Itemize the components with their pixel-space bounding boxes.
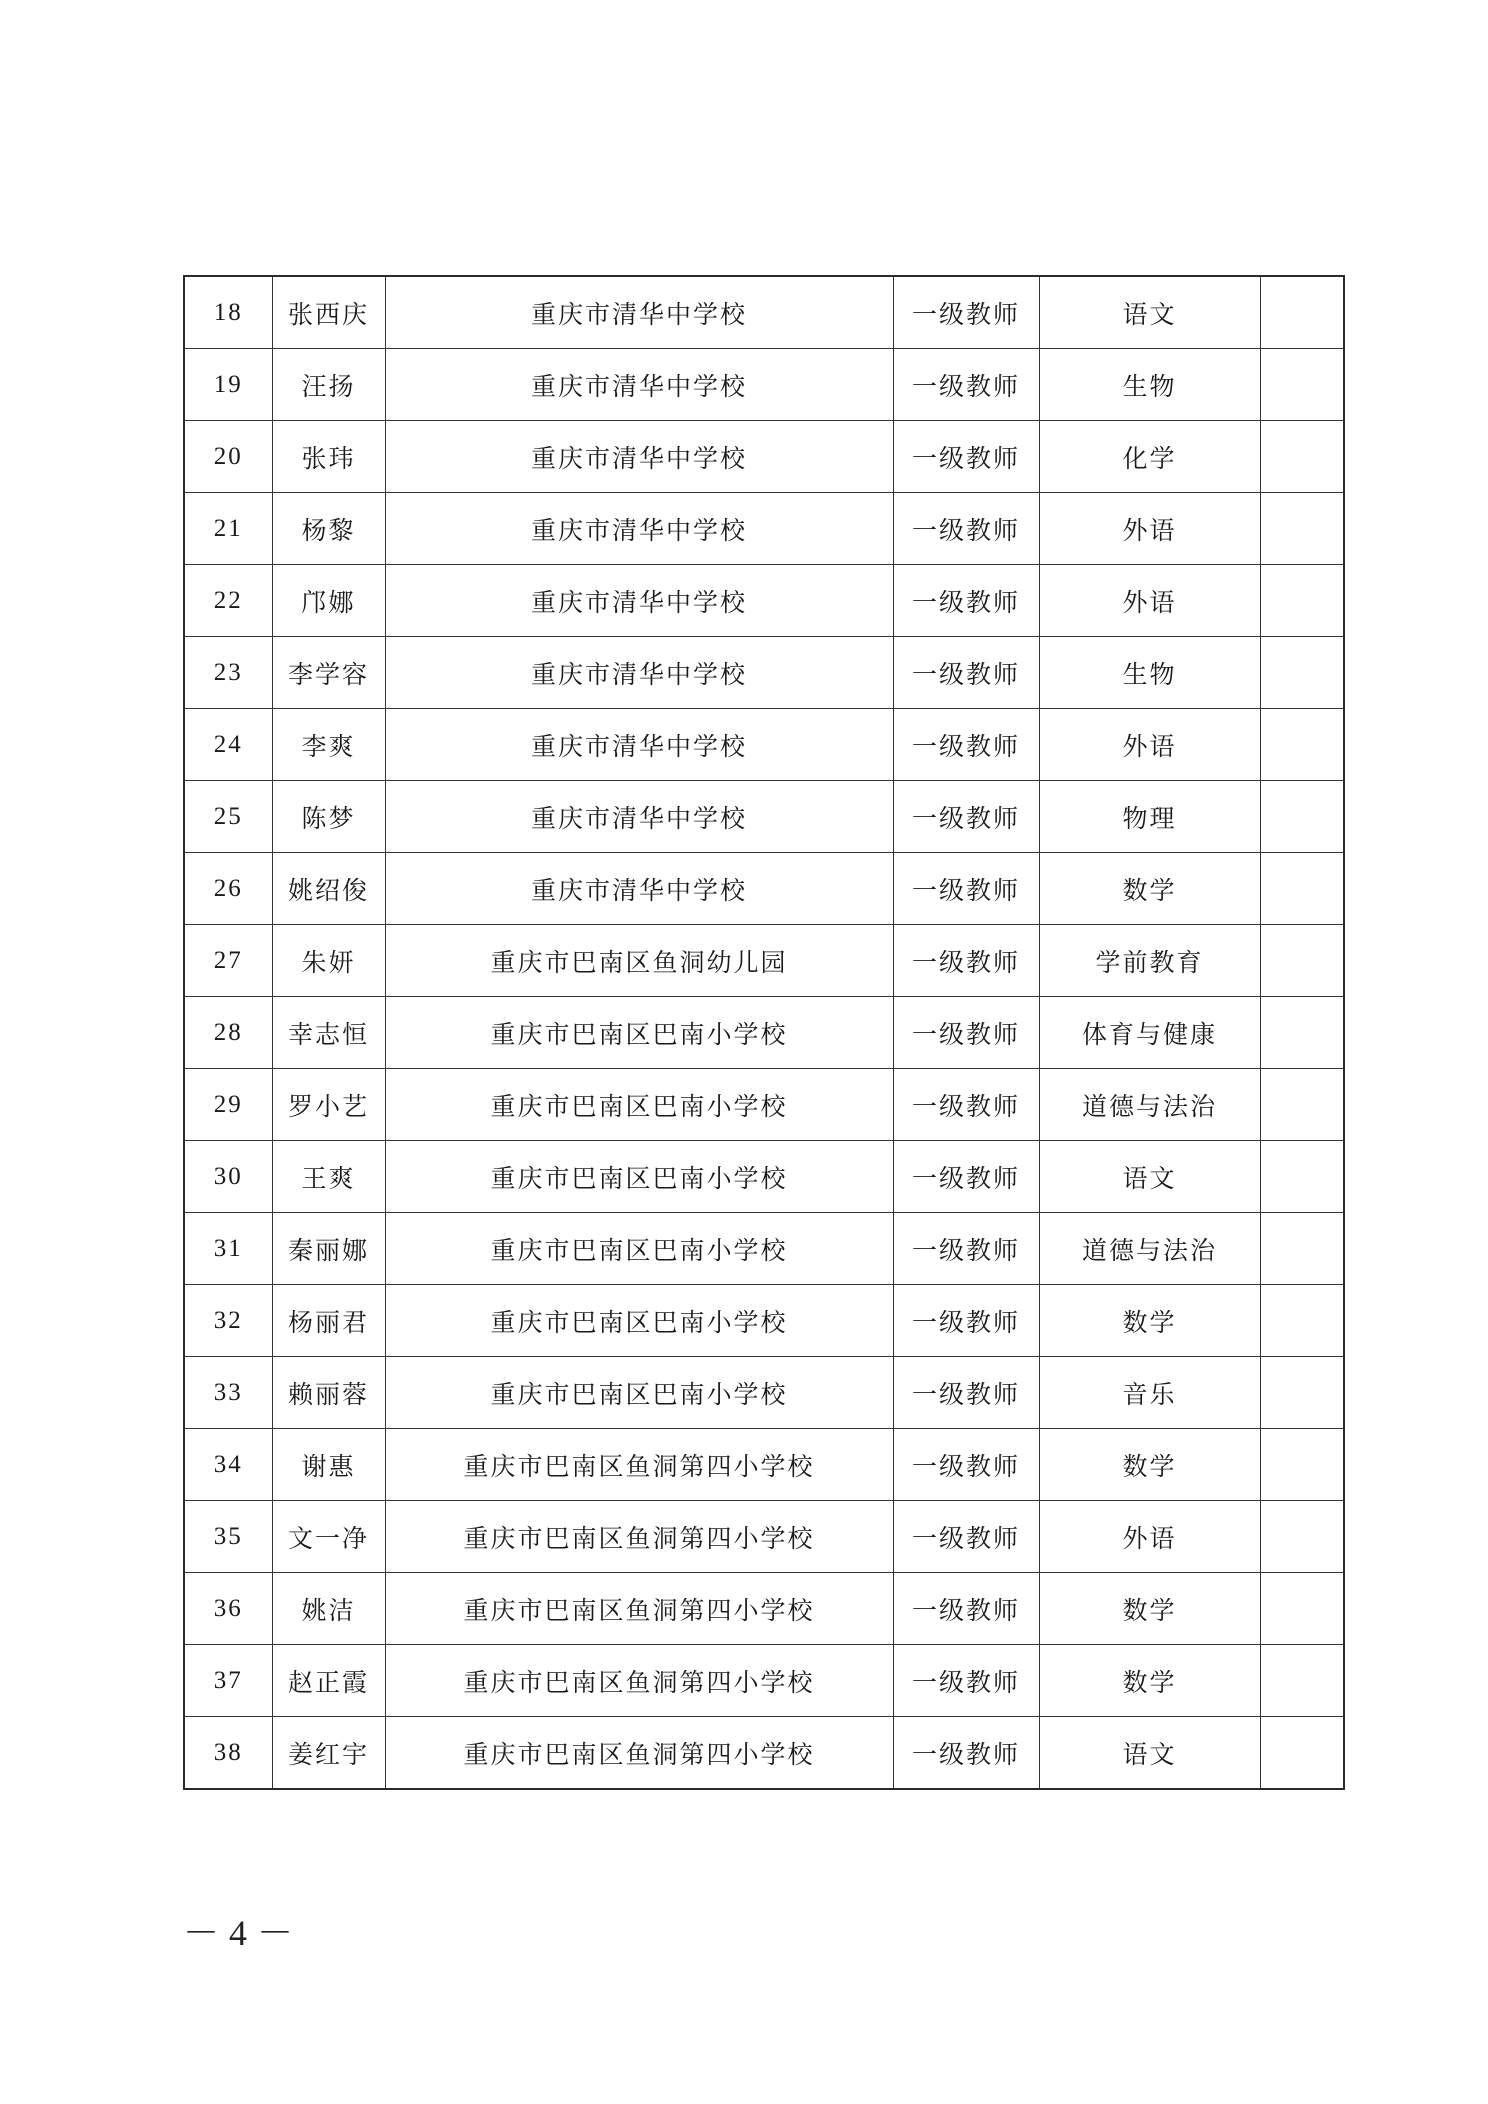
professional-title-cell: 一级教师 bbox=[893, 1141, 1039, 1213]
table-row bbox=[184, 1429, 1344, 1501]
school-cell: 重庆市巴南区鱼洞第四小学校 bbox=[385, 1429, 893, 1501]
professional-title-cell: 一级教师 bbox=[893, 349, 1039, 421]
subject-cell: 道德与法治 bbox=[1039, 1213, 1260, 1285]
row-number-cell: 18 bbox=[184, 276, 272, 349]
subject-cell: 物理 bbox=[1039, 781, 1260, 853]
note-cell bbox=[1260, 1573, 1344, 1645]
teacher-name-cell: 李爽 bbox=[272, 709, 385, 781]
note-cell bbox=[1260, 349, 1344, 421]
note-cell bbox=[1260, 1717, 1344, 1790]
table-row bbox=[184, 637, 1344, 709]
professional-title-cell: 一级教师 bbox=[893, 1213, 1039, 1285]
teacher-name-cell: 赵正霞 bbox=[272, 1645, 385, 1717]
school-cell: 重庆市巴南区鱼洞第四小学校 bbox=[385, 1717, 893, 1790]
subject-cell: 数学 bbox=[1039, 1573, 1260, 1645]
school-cell: 重庆市巴南区巴南小学校 bbox=[385, 1285, 893, 1357]
note-cell bbox=[1260, 709, 1344, 781]
table-body bbox=[184, 276, 1344, 1789]
school-cell: 重庆市巴南区鱼洞第四小学校 bbox=[385, 1501, 893, 1573]
teacher-name-cell: 姚洁 bbox=[272, 1573, 385, 1645]
teacher-name-cell: 李学容 bbox=[272, 637, 385, 709]
subject-cell: 外语 bbox=[1039, 1501, 1260, 1573]
note-cell bbox=[1260, 1357, 1344, 1429]
teacher-name-cell: 赖丽蓉 bbox=[272, 1357, 385, 1429]
subject-cell: 生物 bbox=[1039, 349, 1260, 421]
table-row bbox=[184, 1141, 1344, 1213]
teacher-name-cell: 朱妍 bbox=[272, 925, 385, 997]
teacher-name-cell: 邝娜 bbox=[272, 565, 385, 637]
page-number: －4－ bbox=[183, 1913, 304, 1953]
row-number-cell: 31 bbox=[184, 1213, 272, 1285]
professional-title-cell: 一级教师 bbox=[893, 493, 1039, 565]
school-cell: 重庆市清华中学校 bbox=[385, 276, 893, 349]
teacher-name-cell: 秦丽娜 bbox=[272, 1213, 385, 1285]
table-row bbox=[184, 1069, 1344, 1141]
table-row bbox=[184, 1645, 1344, 1717]
teacher-name-cell: 汪扬 bbox=[272, 349, 385, 421]
school-cell: 重庆市清华中学校 bbox=[385, 781, 893, 853]
note-cell bbox=[1260, 276, 1344, 349]
school-cell: 重庆市清华中学校 bbox=[385, 349, 893, 421]
row-number-cell: 35 bbox=[184, 1501, 272, 1573]
note-cell bbox=[1260, 1645, 1344, 1717]
note-cell bbox=[1260, 421, 1344, 493]
school-cell: 重庆市清华中学校 bbox=[385, 853, 893, 925]
note-cell bbox=[1260, 1501, 1344, 1573]
professional-title-cell: 一级教师 bbox=[893, 997, 1039, 1069]
school-cell: 重庆市清华中学校 bbox=[385, 709, 893, 781]
subject-cell: 学前教育 bbox=[1039, 925, 1260, 997]
professional-title-cell: 一级教师 bbox=[893, 276, 1039, 349]
professional-title-cell: 一级教师 bbox=[893, 1573, 1039, 1645]
table-row bbox=[184, 1573, 1344, 1645]
table-row bbox=[184, 1717, 1344, 1790]
teacher-name-cell: 姚绍俊 bbox=[272, 853, 385, 925]
school-cell: 重庆市巴南区巴南小学校 bbox=[385, 1357, 893, 1429]
table-row bbox=[184, 1501, 1344, 1573]
row-number-cell: 36 bbox=[184, 1573, 272, 1645]
subject-cell: 音乐 bbox=[1039, 1357, 1260, 1429]
school-cell: 重庆市巴南区巴南小学校 bbox=[385, 997, 893, 1069]
school-cell: 重庆市清华中学校 bbox=[385, 493, 893, 565]
school-cell: 重庆市巴南区鱼洞第四小学校 bbox=[385, 1645, 893, 1717]
row-number-cell: 24 bbox=[184, 709, 272, 781]
subject-cell: 数学 bbox=[1039, 1285, 1260, 1357]
row-number-cell: 33 bbox=[184, 1357, 272, 1429]
subject-cell: 生物 bbox=[1039, 637, 1260, 709]
note-cell bbox=[1260, 1069, 1344, 1141]
school-cell: 重庆市清华中学校 bbox=[385, 637, 893, 709]
school-cell: 重庆市清华中学校 bbox=[385, 421, 893, 493]
teacher-name-cell: 张玮 bbox=[272, 421, 385, 493]
table-row bbox=[184, 349, 1344, 421]
table-row bbox=[184, 709, 1344, 781]
row-number-cell: 23 bbox=[184, 637, 272, 709]
subject-cell: 数学 bbox=[1039, 853, 1260, 925]
row-number-cell: 38 bbox=[184, 1717, 272, 1790]
professional-title-cell: 一级教师 bbox=[893, 1717, 1039, 1790]
row-number-cell: 30 bbox=[184, 1141, 272, 1213]
table-row bbox=[184, 565, 1344, 637]
subject-cell: 语文 bbox=[1039, 1141, 1260, 1213]
professional-title-cell: 一级教师 bbox=[893, 925, 1039, 997]
subject-cell: 体育与健康 bbox=[1039, 997, 1260, 1069]
teacher-name-cell: 谢惠 bbox=[272, 1429, 385, 1501]
subject-cell: 语文 bbox=[1039, 1717, 1260, 1790]
professional-title-cell: 一级教师 bbox=[893, 709, 1039, 781]
teacher-name-cell: 文一净 bbox=[272, 1501, 385, 1573]
row-number-cell: 19 bbox=[184, 349, 272, 421]
school-cell: 重庆市清华中学校 bbox=[385, 565, 893, 637]
row-number-cell: 20 bbox=[184, 421, 272, 493]
subject-cell: 数学 bbox=[1039, 1429, 1260, 1501]
table-row bbox=[184, 997, 1344, 1069]
subject-cell: 外语 bbox=[1039, 565, 1260, 637]
professional-title-cell: 一级教师 bbox=[893, 1645, 1039, 1717]
row-number-cell: 32 bbox=[184, 1285, 272, 1357]
row-number-cell: 25 bbox=[184, 781, 272, 853]
note-cell bbox=[1260, 565, 1344, 637]
teacher-name-cell: 杨黎 bbox=[272, 493, 385, 565]
row-number-cell: 29 bbox=[184, 1069, 272, 1141]
professional-title-cell: 一级教师 bbox=[893, 1069, 1039, 1141]
professional-title-cell: 一级教师 bbox=[893, 1357, 1039, 1429]
teacher-name-cell: 幸志恒 bbox=[272, 997, 385, 1069]
school-cell: 重庆市巴南区鱼洞第四小学校 bbox=[385, 1573, 893, 1645]
note-cell bbox=[1260, 781, 1344, 853]
table-row bbox=[184, 493, 1344, 565]
professional-title-cell: 一级教师 bbox=[893, 421, 1039, 493]
teacher-roster-table bbox=[183, 275, 1345, 1790]
teacher-name-cell: 陈梦 bbox=[272, 781, 385, 853]
row-number-cell: 28 bbox=[184, 997, 272, 1069]
teacher-name-cell: 王爽 bbox=[272, 1141, 385, 1213]
table-row bbox=[184, 1285, 1344, 1357]
subject-cell: 化学 bbox=[1039, 421, 1260, 493]
subject-cell: 道德与法治 bbox=[1039, 1069, 1260, 1141]
note-cell bbox=[1260, 997, 1344, 1069]
table-row bbox=[184, 1357, 1344, 1429]
note-cell bbox=[1260, 925, 1344, 997]
school-cell: 重庆市巴南区巴南小学校 bbox=[385, 1141, 893, 1213]
professional-title-cell: 一级教师 bbox=[893, 1501, 1039, 1573]
subject-cell: 数学 bbox=[1039, 1645, 1260, 1717]
school-cell: 重庆市巴南区巴南小学校 bbox=[385, 1213, 893, 1285]
table-row bbox=[184, 276, 1344, 349]
note-cell bbox=[1260, 1213, 1344, 1285]
subject-cell: 语文 bbox=[1039, 276, 1260, 349]
table-row bbox=[184, 925, 1344, 997]
note-cell bbox=[1260, 853, 1344, 925]
professional-title-cell: 一级教师 bbox=[893, 637, 1039, 709]
professional-title-cell: 一级教师 bbox=[893, 781, 1039, 853]
teacher-name-cell: 姜红宇 bbox=[272, 1717, 385, 1790]
note-cell bbox=[1260, 637, 1344, 709]
school-cell: 重庆市巴南区巴南小学校 bbox=[385, 1069, 893, 1141]
row-number-cell: 22 bbox=[184, 565, 272, 637]
row-number-cell: 21 bbox=[184, 493, 272, 565]
note-cell bbox=[1260, 1429, 1344, 1501]
teacher-name-cell: 杨丽君 bbox=[272, 1285, 385, 1357]
note-cell bbox=[1260, 493, 1344, 565]
table-row bbox=[184, 421, 1344, 493]
subject-cell: 外语 bbox=[1039, 709, 1260, 781]
table-row bbox=[184, 853, 1344, 925]
professional-title-cell: 一级教师 bbox=[893, 853, 1039, 925]
professional-title-cell: 一级教师 bbox=[893, 1285, 1039, 1357]
professional-title-cell: 一级教师 bbox=[893, 1429, 1039, 1501]
row-number-cell: 26 bbox=[184, 853, 272, 925]
teacher-name-cell: 罗小艺 bbox=[272, 1069, 385, 1141]
note-cell bbox=[1260, 1141, 1344, 1213]
teacher-name-cell: 张西庆 bbox=[272, 276, 385, 349]
professional-title-cell: 一级教师 bbox=[893, 565, 1039, 637]
table-row bbox=[184, 1213, 1344, 1285]
table-row bbox=[184, 781, 1344, 853]
row-number-cell: 37 bbox=[184, 1645, 272, 1717]
subject-cell: 外语 bbox=[1039, 493, 1260, 565]
school-cell: 重庆市巴南区鱼洞幼儿园 bbox=[385, 925, 893, 997]
note-cell bbox=[1260, 1285, 1344, 1357]
row-number-cell: 27 bbox=[184, 925, 272, 997]
row-number-cell: 34 bbox=[184, 1429, 272, 1501]
